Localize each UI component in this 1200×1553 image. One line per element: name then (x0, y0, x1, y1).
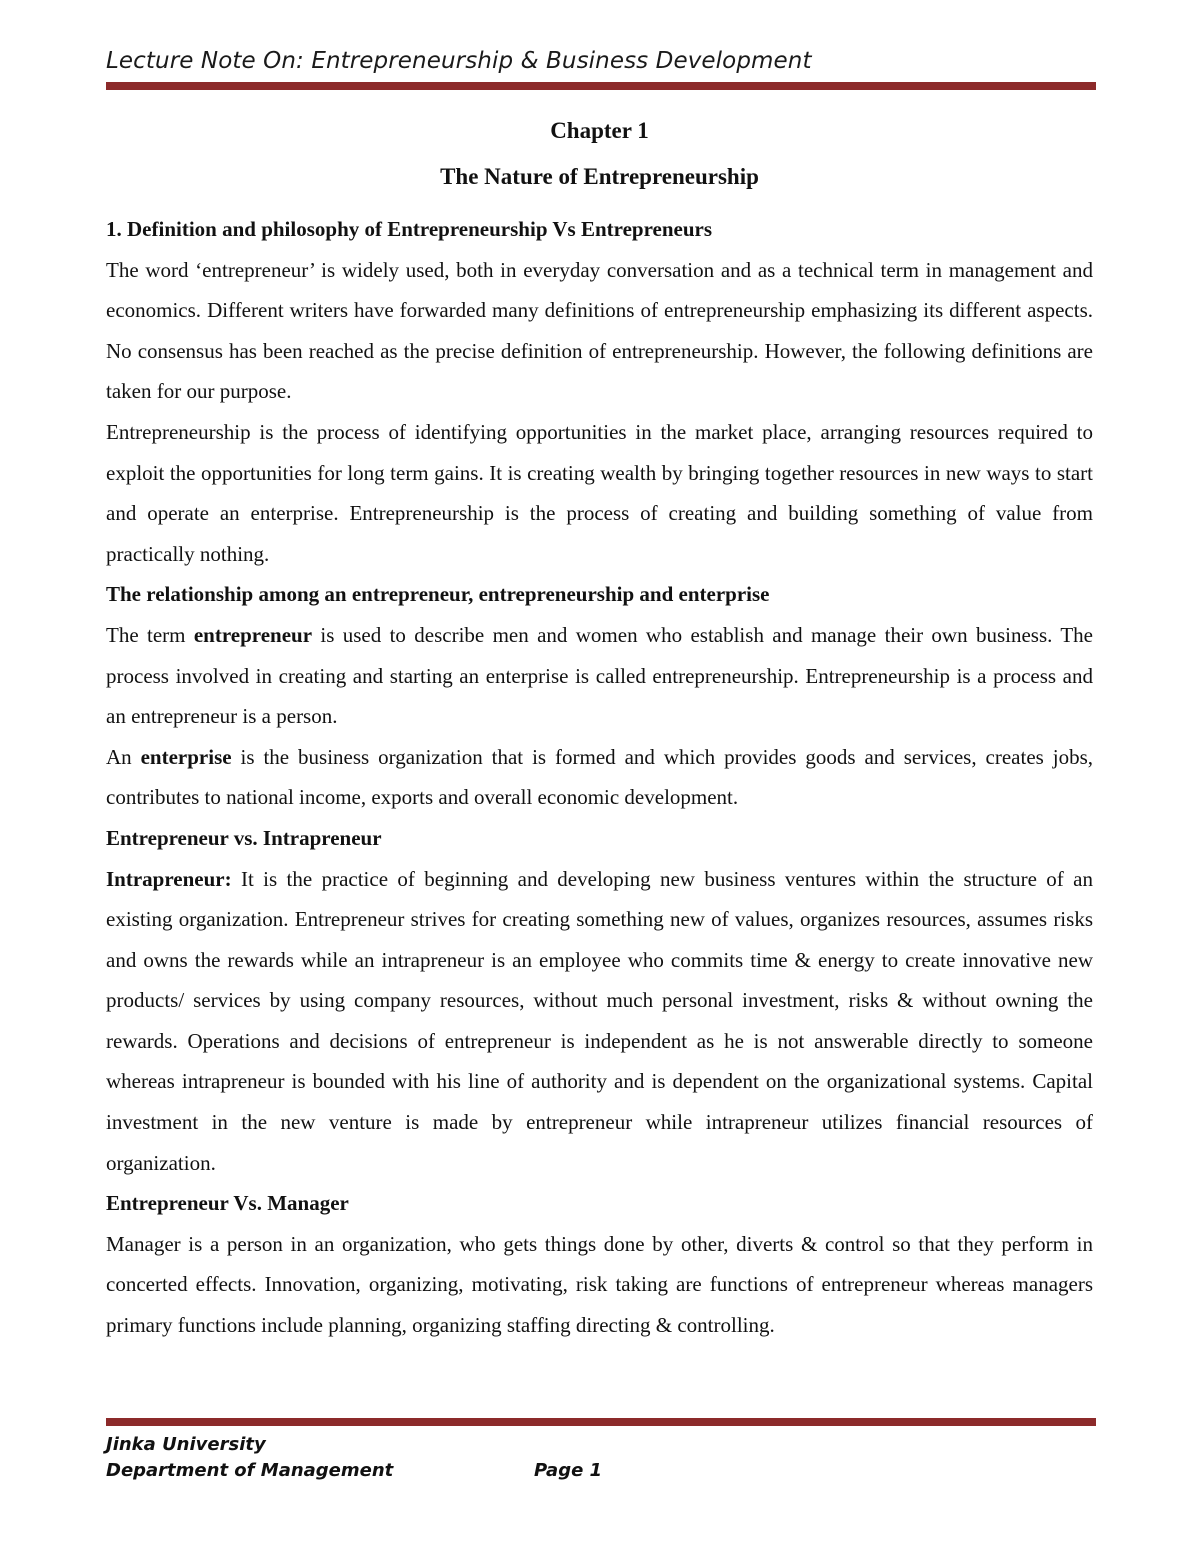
header-rule (106, 82, 1096, 90)
section-heading-definition: 1. Definition and philosophy of Entrepreneurship Vs Entrepreneurs (106, 217, 713, 241)
header-title: Lecture Note On: Entrepreneurship & Business Development (106, 48, 812, 74)
text-span: It is the practice of beginning and developing new business ventures within the structure of an existing organization. Entrepreneur strives for creating something new of values, organizes resources, assumes risks and owns the rewards while an intrapreneur is an employee who commits time & energy to create innovative new products/ services by using company resources, without much personal investment, risks & without owning the rewards. Operations and decisions of entrepreneur is independent as he is not answerable directly to someone whereas intrapreneur is bounded with his line of authority and is dependent on the organizational systems. Capital investment in the new venture is made by entrepreneur while intrapreneur utilizes financial resources of organization. (106, 866, 1093, 1175)
text-span: The term (106, 622, 194, 647)
text-span: An (106, 744, 141, 769)
section-heading-relationship: The relationship among an entrepreneur, entrepreneurship and enterprise (106, 582, 770, 607)
footer-department-row (106, 1458, 1094, 1484)
term-entrepreneur: entrepreneur (193, 622, 313, 647)
paragraph-entrepreneur (106, 615, 1093, 737)
footer-university: Jinka University (106, 1434, 266, 1455)
section-heading-intrapreneur: Entrepreneur vs. Intrapreneur (106, 825, 382, 850)
chapter-number: Chapter 1 (550, 118, 649, 143)
chapter-title: The Nature of Entrepreneurship (440, 164, 759, 189)
footer-department: Department of Management (106, 1460, 394, 1481)
page-footer (106, 1432, 1094, 1484)
footer-rule (106, 1418, 1096, 1426)
term-intrapreneur: Intrapreneur: (106, 866, 232, 891)
page-number: Page 1 (534, 1460, 603, 1481)
section-heading-manager: Entrepreneur Vs. Manager (106, 1191, 349, 1216)
paragraph-manager: Manager is a person in an organization, who gets things done by other, diverts & control so that they perform in concerted effects. Innovation, organizing, motivating, risk taking are functions of entrepreneur whereas managers primary functions include planning, organizing staffing directing & controlling. (106, 1231, 1093, 1338)
paragraph-enterprise (106, 737, 1093, 818)
paragraph-definition-2: Entrepreneurship is the process of identifying opportunities in the market place, arranging resources required to exploit the opportunities for long term gains. It is creating wealth by bringing together resources in new ways to start and operate an enterprise. Entrepreneurship is the process of creating and building something of value from practically nothing. (106, 419, 1093, 566)
document-body (106, 108, 1093, 1346)
paragraph-definition-1: The word ‘entrepreneur’ is widely used, both in everyday conversation and as a technical term in management and economics. Different writers have forwarded many definitions of entrepreneurship emphasizing its different aspects. No consensus has been reached as the precise definition of entrepreneurship. However, the following definitions are taken for our purpose. (106, 257, 1093, 404)
paragraph-intrapreneur (106, 859, 1093, 1184)
text-span: is the business organization that is formed and which provides goods and services, creates jobs, contributes to national income, exports and overall economic development. (106, 744, 1093, 810)
term-enterprise: enterprise (140, 744, 232, 769)
page-header (106, 44, 1094, 78)
text-span: is used to describe men and women who establish and manage their own business. The process involved in creating and starting an enterprise is called entrepreneurship. Entrepreneurship is a process and an entrepreneur is a person. (106, 622, 1093, 729)
